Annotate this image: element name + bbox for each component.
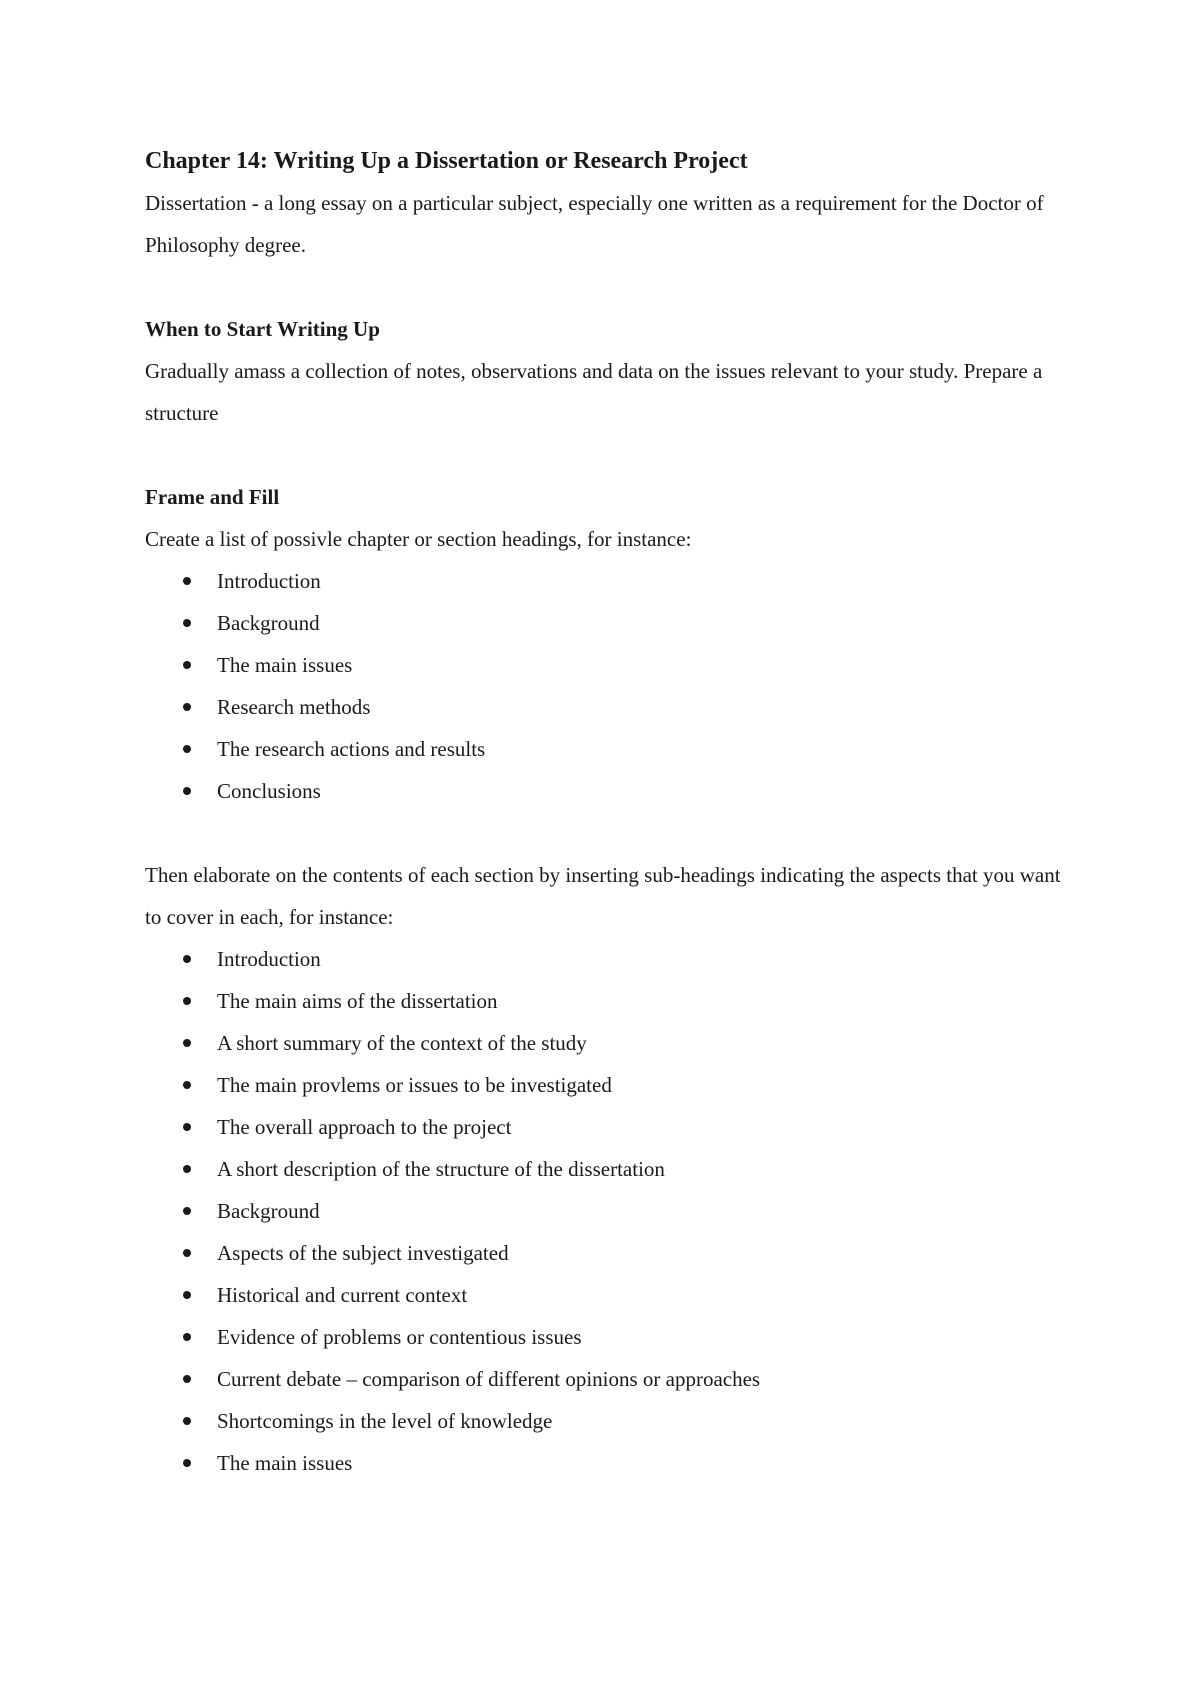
intro-paragraph: Dissertation - a long essay on a particular subject, especially one written as a requirement for the Doctor of Philosophy degree. xyxy=(145,191,1044,257)
list-item-label: Aspects of the subject investigated xyxy=(217,1241,509,1265)
list-item xyxy=(145,938,1075,980)
list-item xyxy=(145,1358,1075,1400)
list-item-label: Background xyxy=(217,611,320,635)
list-item xyxy=(145,1400,1075,1442)
list-item xyxy=(145,1232,1075,1274)
list-item-label: Introduction xyxy=(217,947,321,971)
bullet-icon xyxy=(183,745,191,753)
list-item xyxy=(145,560,1075,602)
list-item-label: Research methods xyxy=(217,695,371,719)
bullet-icon xyxy=(183,1207,191,1215)
list-item xyxy=(145,1022,1075,1064)
bullet-icon xyxy=(183,955,191,963)
section-heading-frame-and-fill: Frame and Fill xyxy=(145,485,280,509)
list-item xyxy=(145,980,1075,1022)
section-text-frame-and-fill: Create a list of possivle chapter or section headings, for instance: xyxy=(145,527,692,551)
bullet-icon xyxy=(183,1291,191,1299)
bullet-icon xyxy=(183,1375,191,1383)
list-item xyxy=(145,602,1075,644)
bullet-icon xyxy=(183,1123,191,1131)
sub-headings-list xyxy=(145,938,1075,1484)
section-text-when-to-start: Gradually amass a collection of notes, observations and data on the issues relevant to your study. Prepare a structure xyxy=(145,359,1043,425)
list-item xyxy=(145,770,1075,812)
elaborate-paragraph: Then elaborate on the contents of each section by inserting sub-headings indicating the aspects that you want to cover in each, for instance: xyxy=(145,863,1061,929)
list-item xyxy=(145,1274,1075,1316)
list-item xyxy=(145,644,1075,686)
list-item-label: The main provlems or issues to be investigated xyxy=(217,1073,612,1097)
list-item xyxy=(145,1064,1075,1106)
bullet-icon xyxy=(183,787,191,795)
bullet-icon xyxy=(183,1333,191,1341)
bullet-icon xyxy=(183,997,191,1005)
spacer xyxy=(145,434,1075,476)
bullet-icon xyxy=(183,661,191,669)
spacer xyxy=(145,266,1075,308)
bullet-icon xyxy=(183,1165,191,1173)
list-item-label: Background xyxy=(217,1199,320,1223)
bullet-icon xyxy=(183,1417,191,1425)
list-item-label: The main issues xyxy=(217,1451,353,1475)
bullet-icon xyxy=(183,1459,191,1467)
bullet-icon xyxy=(183,1249,191,1257)
list-item xyxy=(145,728,1075,770)
list-item xyxy=(145,1106,1075,1148)
list-item xyxy=(145,686,1075,728)
list-item xyxy=(145,1442,1075,1484)
bullet-icon xyxy=(183,619,191,627)
bullet-icon xyxy=(183,1081,191,1089)
list-item-label: Introduction xyxy=(217,569,321,593)
list-item xyxy=(145,1316,1075,1358)
list-item-label: Current debate – comparison of different opinions or approaches xyxy=(217,1367,761,1391)
list-item xyxy=(145,1148,1075,1190)
bullet-icon xyxy=(183,1039,191,1047)
list-item-label: A short summary of the context of the study xyxy=(217,1031,587,1055)
document-page xyxy=(145,140,1075,1484)
spacer xyxy=(145,812,1075,854)
list-item-label: Shortcomings in the level of knowledge xyxy=(217,1409,553,1433)
list-item-label: Evidence of problems or contentious issues xyxy=(217,1325,582,1349)
list-item xyxy=(145,1190,1075,1232)
list-item-label: Historical and current context xyxy=(217,1283,468,1307)
chapter-title: Chapter 14: Writing Up a Dissertation or Research Project xyxy=(145,148,748,174)
list-item-label: A short description of the structure of the dissertation xyxy=(217,1157,665,1181)
list-item-label: The overall approach to the project xyxy=(217,1115,512,1139)
list-item-label: Conclusions xyxy=(217,779,321,803)
section-heading-when-to-start: When to Start Writing Up xyxy=(145,317,380,341)
bullet-icon xyxy=(183,577,191,585)
chapter-headings-list xyxy=(145,560,1075,812)
list-item-label: The main issues xyxy=(217,653,353,677)
list-item-label: The research actions and results xyxy=(217,737,486,761)
list-item-label: The main aims of the dissertation xyxy=(217,989,498,1013)
bullet-icon xyxy=(183,703,191,711)
